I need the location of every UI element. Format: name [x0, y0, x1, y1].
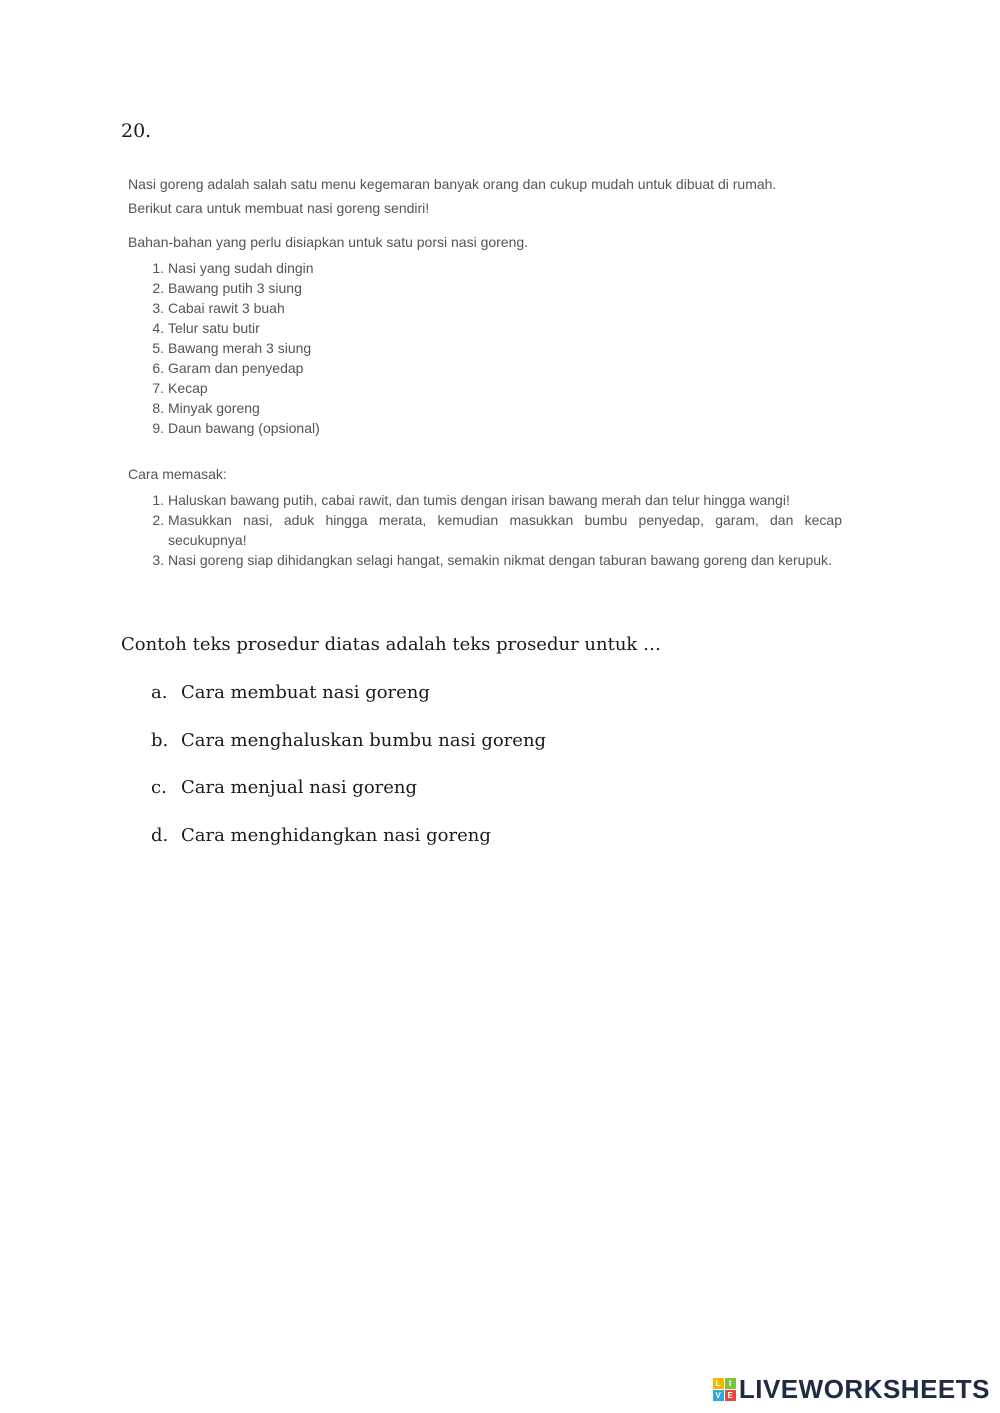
brand-name: LIVEWORKSHEETS	[738, 1374, 990, 1404]
intro-line: Nasi goreng adalah salah satu menu kegemaran banyak orang dan cukup mudah untuk dibuat di rumah.	[128, 176, 777, 192]
ingredients-heading: Bahan-bahan yang perlu disiapkan untuk satu porsi nasi goreng.	[128, 234, 529, 250]
step-item	[128, 550, 842, 570]
ingredient-item	[128, 278, 842, 298]
liveworksheets-watermark	[713, 1374, 990, 1405]
ingredient-number: 5.	[152, 340, 164, 356]
option-a[interactable]	[151, 682, 546, 730]
option-text: Cara membuat nasi goreng	[181, 682, 430, 703]
ingredient-number: 8.	[152, 400, 164, 416]
step-item	[128, 510, 842, 550]
ingredients-list	[128, 258, 842, 438]
logo-tile: I	[725, 1378, 736, 1389]
step-text: Masukkan nasi, aduk hingga merata, kemudian masukkan bumbu penyedap, garam, dan kecap secukupnya!	[168, 512, 842, 548]
ingredient-number: 7.	[152, 380, 164, 396]
step-number: 2.	[152, 512, 164, 528]
ingredient-text: Kecap	[168, 380, 208, 396]
option-letter: d.	[151, 824, 169, 846]
ingredient-text: Bawang putih 3 siung	[168, 280, 302, 296]
step-text: Nasi goreng siap dihidangkan selagi hangat, semakin nikmat dengan taburan bawang goreng dan kerupuk.	[168, 552, 832, 568]
option-letter: a.	[151, 682, 168, 703]
logo-tile: L	[713, 1378, 724, 1389]
question-number: 20.	[121, 120, 152, 142]
procedure-text-image	[128, 172, 842, 570]
ingredient-number: 4.	[152, 320, 164, 336]
answer-options	[151, 682, 546, 872]
ingredient-number: 9.	[152, 420, 164, 436]
logo-tile: V	[713, 1390, 724, 1401]
ingredient-number: 3.	[152, 300, 164, 316]
logo-tile: E	[725, 1390, 736, 1401]
ingredient-item	[128, 258, 842, 278]
option-letter: c.	[151, 777, 167, 798]
ingredient-number: 6.	[152, 360, 164, 376]
intro-paragraph	[128, 172, 842, 220]
option-c[interactable]	[151, 777, 546, 825]
step-number: 1.	[152, 492, 164, 508]
step-text: Haluskan bawang putih, cabai rawit, dan tumis dengan irisan bawang merah dan telur hingga wangi!	[168, 492, 790, 508]
ingredient-item	[128, 298, 842, 318]
ingredient-item	[128, 318, 842, 338]
steps-heading: Cara memasak:	[128, 466, 227, 482]
ingredient-item	[128, 358, 842, 378]
option-letter: b.	[151, 729, 169, 751]
step-item	[128, 490, 842, 510]
ingredient-item	[128, 378, 842, 398]
option-d[interactable]	[151, 825, 546, 873]
ingredient-number: 1.	[152, 260, 164, 276]
ingredient-text: Minyak goreng	[168, 400, 260, 416]
ingredient-item	[128, 398, 842, 418]
option-b[interactable]	[151, 730, 546, 778]
ingredient-item	[128, 338, 842, 358]
intro-line: Berikut cara untuk membuat nasi goreng sendiri!	[128, 200, 430, 216]
step-number: 3.	[152, 552, 164, 568]
question-text: Contoh teks prosedur diatas adalah teks prosedur untuk …	[121, 634, 662, 655]
option-text: Cara menghidangkan nasi goreng	[181, 824, 491, 846]
option-text: Cara menghaluskan bumbu nasi goreng	[181, 729, 547, 751]
steps-list	[128, 490, 842, 570]
ingredient-item	[128, 418, 842, 438]
ingredient-text: Daun bawang (opsional)	[168, 420, 320, 436]
ingredient-text: Bawang merah 3 siung	[168, 340, 312, 356]
ingredient-text: Telur satu butir	[168, 320, 260, 336]
ingredient-text: Nasi yang sudah dingin	[168, 260, 314, 276]
ingredient-number: 2.	[152, 280, 164, 296]
liveworksheets-logo-icon	[713, 1378, 736, 1401]
ingredient-text: Cabai rawit 3 buah	[168, 300, 285, 316]
option-text: Cara menjual nasi goreng	[181, 777, 418, 798]
ingredient-text: Garam dan penyedap	[168, 360, 304, 376]
